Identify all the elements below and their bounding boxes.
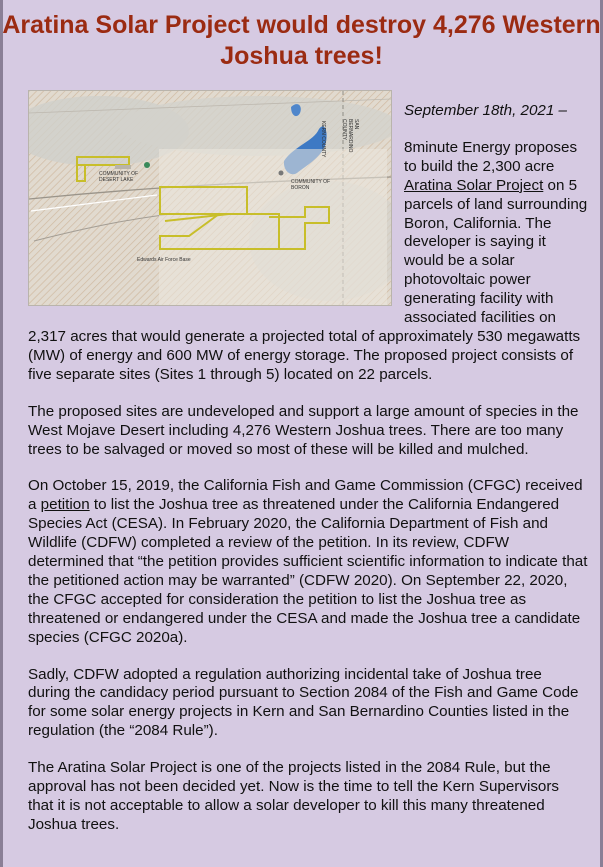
aratina-solar-project-link[interactable]: Aratina Solar Project (404, 176, 544, 194)
article-body (28, 90, 588, 853)
map-label-kern: KERN COUNTY (320, 121, 326, 158)
paragraph-5: The Aratina Solar Project is one of the projects listed in the 2084 Rule, but the approval has not been decided yet. Now is the time to tell the Kern Supervisors that it is not acceptable to allow a solar developer to kill this many threatened Joshua trees. (28, 759, 560, 833)
petition-link[interactable]: petition (40, 496, 90, 514)
paragraph-4: Sadly, CDFW adopted a regulation authorizing incidental take of Joshua tree during the candidacy period pursuant to Section 2084 of the Fish and Game Code for some solar energy projects in Kern and San Bernardino Counties listed in the regulation (the “2084 Rule”). (28, 665, 579, 740)
post-date: September 18th, 2021 – (404, 102, 567, 119)
paragraph-2: The proposed sites are undeveloped and support a large amount of species in the West Mojave Desert including 4,276 Western Joshua trees. There are too many trees to be salvaged or moved so most of these will be killed and mulched. (28, 402, 579, 458)
paragraph-1: 8minute Energy proposes to build the 2,300 acre Aratina Solar Project on 5 parcels of land surrounding Boron, California. The developer is saying it would be a solar photovoltaic power generating facility with associated facilities on 2,317 acres that would generate a projected total of approximately 530 megawatts (MW) of energy and 600 MW of energy storage. The proposed project consists of five separate sites (Sites 1 through 5) located on 22 parcels. (28, 138, 588, 383)
paragraph-3: On October 15, 2019, the California Fish and Game Commission (CFGC) received a petition to list the Joshua tree as threatened under the California Endangered Species Act (CESA). In February 2020, the California Department of Fish and Wildlife (CDFW) completed a review of the petition. In its review, CDFW determined that “the petition provides sufficient scientific information to indicate that the petitioned action may be warranted” (CDFW 2020). On September 22, 2020, the CFGC accepted for consideration the petition to list the Joshua tree as threatened or endangered under the CESA and made the Joshua tree a candidate species (CFGC 2020a). (28, 477, 588, 646)
map-label-sb: SAN BERNARDINO COUNTY (341, 119, 359, 153)
map-label-edwards: Edwards Air Force Base (137, 257, 191, 263)
page-title: Aratina Solar Project would destroy 4,276 Western Joshua trees! (2, 11, 601, 70)
project-site-map (28, 90, 392, 306)
map-graphic (29, 91, 391, 305)
page-border-left (0, 0, 3, 867)
map-label-desert-lake: COMMUNITY OF DESERT LAKE (99, 171, 139, 183)
map-label-boron: COMMUNITY OF BORON (291, 179, 331, 191)
